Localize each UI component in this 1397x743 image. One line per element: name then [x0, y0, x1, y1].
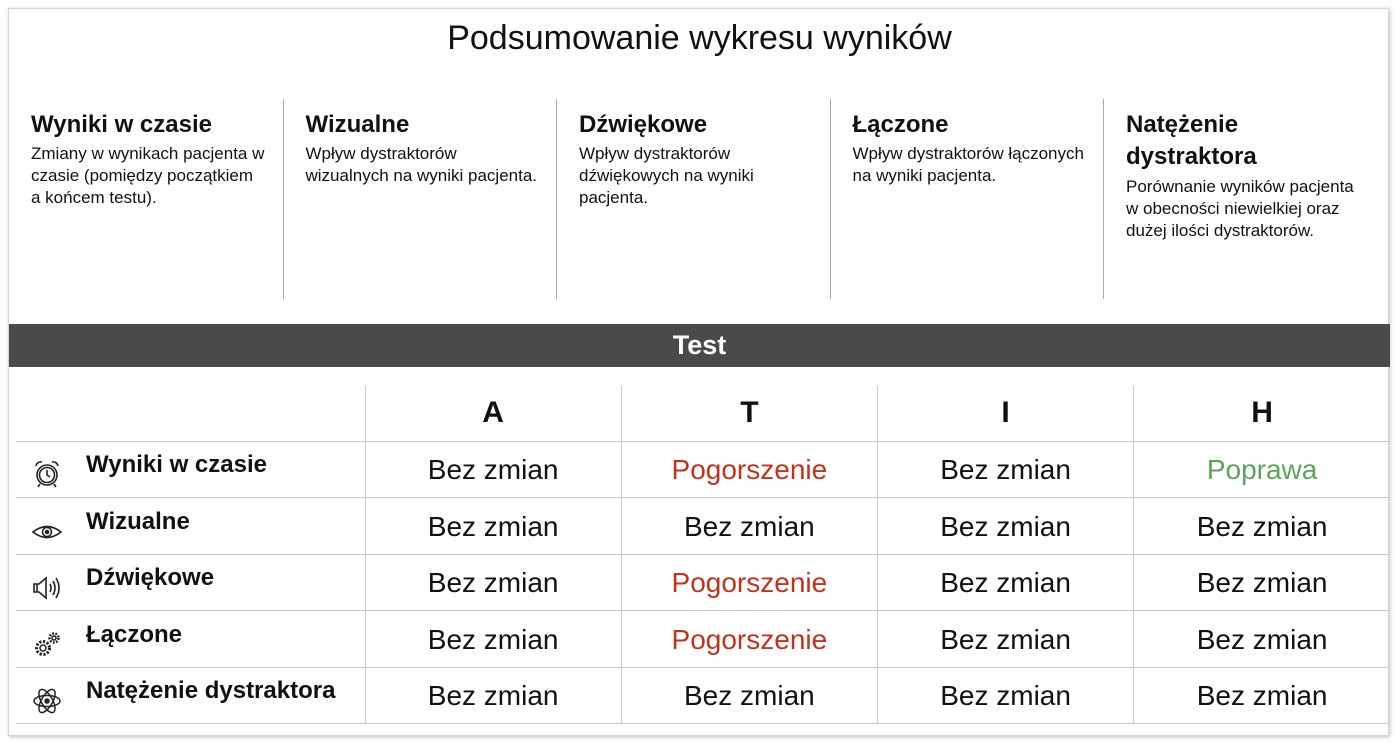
column-header: T — [621, 386, 877, 441]
result-cell: Pogorszenie — [621, 441, 877, 498]
result-cell: Bez zmian — [621, 667, 877, 724]
summary-col-visual — [283, 99, 557, 299]
test-header-bar: Test — [9, 324, 1390, 367]
summary-section — [9, 99, 1390, 309]
result-cell: Bez zmian — [365, 498, 621, 555]
table-row — [16, 441, 1390, 498]
result-cell: Bez zmian — [1134, 554, 1390, 611]
gears-icon — [30, 627, 64, 661]
result-cell: Pogorszenie — [621, 554, 877, 611]
column-header: A — [365, 386, 621, 441]
table-row — [16, 611, 1390, 668]
row-label-cell — [16, 441, 365, 498]
result-cell: Bez zmian — [1134, 667, 1390, 724]
row-label: Wyniki w czasie — [86, 451, 267, 479]
summary-text: Wpływ dystraktorów dźwiękowych na wyniki pacjenta. — [579, 144, 754, 208]
summary-col-audio — [556, 99, 830, 299]
summary-col-intensity — [1103, 99, 1377, 299]
table-row — [16, 667, 1390, 724]
result-cell: Pogorszenie — [621, 611, 877, 668]
page-title: Podsumowanie wykresu wyników — [447, 19, 952, 57]
summary-text: Zmiany w wynikach pacjenta w czasie (pomiędzy początkiem a końcem testu). — [31, 144, 265, 208]
result-cell: Bez zmian — [877, 667, 1133, 724]
result-cell: Bez zmian — [365, 441, 621, 498]
summary-col-time — [9, 99, 283, 299]
summary-text: Porównanie wyników pacjenta w obecności niewielkiej oraz dużej ilości dystraktorów. — [1126, 176, 1354, 240]
result-cell: Bez zmian — [877, 611, 1133, 668]
results-table — [16, 386, 1390, 724]
result-cell: Bez zmian — [877, 498, 1133, 555]
result-cell: Bez zmian — [365, 554, 621, 611]
report-panel — [8, 8, 1389, 736]
result-cell: Poprawa — [1134, 441, 1390, 498]
row-label: Wizualne — [86, 507, 190, 535]
row-label-cell — [16, 667, 365, 724]
result-cell: Bez zmian — [365, 667, 621, 724]
summary-text: Wpływ dystraktorów łączonych na wyniki pacjenta. — [852, 144, 1084, 186]
result-cell: Bez zmian — [877, 554, 1133, 611]
result-cell: Bez zmian — [1134, 611, 1390, 668]
column-header: I — [877, 386, 1133, 441]
row-label: Natężenie dystraktora — [86, 677, 336, 705]
row-label-cell — [16, 611, 365, 668]
row-label-cell — [16, 554, 365, 611]
column-header: H — [1134, 386, 1390, 441]
row-label: Dźwiękowe — [86, 564, 215, 592]
alarm-clock-icon — [30, 457, 64, 491]
result-cell: Bez zmian — [1134, 498, 1390, 555]
summary-text: Wpływ dystraktorów wizualnych na wyniki pacjenta. — [305, 144, 538, 186]
table-row — [16, 554, 1390, 611]
summary-heading: Natężenie dystraktora — [1126, 111, 1257, 171]
table-header-row — [16, 386, 1390, 441]
summary-heading: Wizualne — [305, 111, 410, 138]
table-row — [16, 498, 1390, 555]
result-cell: Bez zmian — [621, 498, 877, 555]
row-label-cell — [16, 498, 365, 555]
result-cell: Bez zmian — [365, 611, 621, 668]
eye-icon — [30, 514, 64, 548]
summary-heading: Łączone — [852, 111, 949, 138]
row-label: Łączone — [86, 620, 183, 648]
summary-col-combined — [830, 99, 1104, 299]
atom-icon — [30, 683, 64, 717]
result-cell: Bez zmian — [877, 441, 1133, 498]
speaker-icon — [30, 570, 64, 604]
summary-heading: Wyniki w czasie — [31, 111, 212, 138]
summary-heading: Dźwiękowe — [579, 111, 708, 138]
empty-header-cell — [16, 386, 365, 441]
